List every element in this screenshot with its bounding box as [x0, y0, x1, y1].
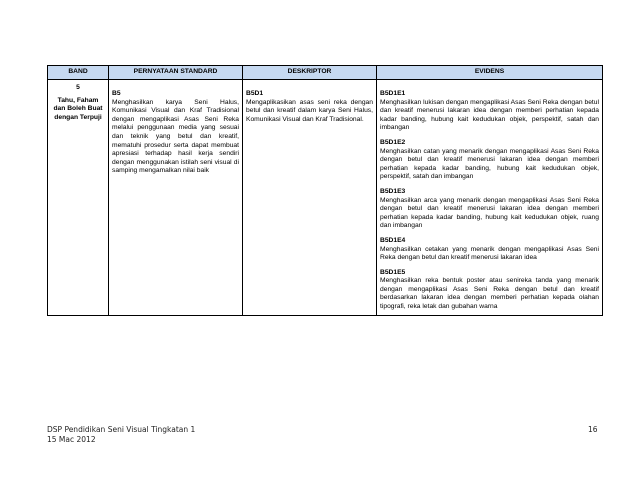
- page-number: 16: [588, 425, 598, 434]
- band-number: 5: [76, 84, 80, 91]
- evidens-item: [380, 139, 599, 182]
- pernyataan-cell: [109, 80, 243, 316]
- evidens-text: Menghasilkan lukisan dengan mengaplikasi Asas Seni Reka dengan betul dan kreatif menerusi lakaran idea dengan memberi perhatian kepada kadar banding, hubung kait kedudukan objek, perspektif, satah dan imbangan: [380, 98, 599, 132]
- evidens-text: Menghasilkan reka bentuk poster atau senireka tanda yang menarik dengan mengaplikasi Asas Seni Reka dengan betul dan kreatif berdasarkan lakaran idea dengan memberi perhatian kepada olahan tipografi, reka letak dan gubahan warna: [380, 277, 599, 311]
- band-cell: [48, 80, 109, 316]
- evidens-item: [380, 237, 599, 263]
- table-header-row: [48, 66, 603, 80]
- evidens-code: B5D1E2: [380, 138, 406, 146]
- band-description: Tahu, Faham dan Boleh Buat dengan Terpuji: [53, 96, 103, 121]
- footer: [47, 425, 195, 445]
- header-deskriptor: DESKRIPTOR: [243, 66, 377, 80]
- footer-date: 15 Mac 2012: [47, 435, 96, 444]
- evidens-text: Menghasilkan cetakan yang menarik dengan mengaplikasi Asas Seni Reka dengan betul dan kreatif menerusi lakaran idea: [380, 245, 599, 262]
- evidens-code: B5D1E1: [380, 90, 406, 97]
- evidens-item: [380, 269, 599, 312]
- deskriptor-text: Mengaplikasikan asas seni reka dengan betul dan kreatif dalam karya Seni Halus, Komunikasi Visual dan Kraf Tradisional.: [246, 98, 373, 123]
- evidens-code: B5D1E3: [380, 187, 406, 195]
- standard-table: [47, 65, 603, 316]
- header-evidens: EVIDENS: [377, 66, 603, 80]
- pernyataan-code: B5: [112, 90, 121, 97]
- evidens-text: Menghasilkan catan yang menarik dengan mengaplikasi Asas Seni Reka dengan betul dan kreatif menerusi lakaran idea dengan memberi perhatian kepada kadar banding, hubung kait kedudukan objek, perspektif, satah dan imbangan: [380, 147, 599, 181]
- evidens-code: B5D1E5: [380, 268, 406, 276]
- evidens-item: [380, 188, 599, 231]
- deskriptor-code: B5D1: [246, 90, 264, 97]
- evidens-item: [380, 90, 599, 133]
- evidens-text: Menghasilkan arca yang menarik dengan mengaplikasi Asas Seni Reka dengan betul dan kreatif menerusi lakaran idea dengan memberi perhatian kepada kadar banding, hubung kait kedudukan objek, ruang dan imbangan: [380, 196, 599, 230]
- deskriptor-cell: [243, 80, 377, 316]
- pernyataan-text: Menghasilkan karya Seni Halus, Komunikasi Visual dan Kraf Tradisional dengan mengaplikasi Asas Seni Reka melalui penggunaan media yang sesuai dan teknik yang betul dan kreatif, mematuhi prosedur serta dapat membuat apresiasi terhadap hasil kerja sendiri dengan menggunakan istilah seni visual di samping mengamalkan nilai baik: [112, 98, 239, 175]
- evidens-cell: [377, 80, 603, 316]
- header-band: BAND: [48, 66, 109, 80]
- footer-document-title: DSP Pendidikan Seni Visual Tingkatan 1: [47, 425, 196, 434]
- evidens-code: B5D1E4: [380, 236, 406, 244]
- table-row: [48, 80, 603, 316]
- header-pernyataan-standard: PERNYATAAN STANDARD: [109, 66, 243, 80]
